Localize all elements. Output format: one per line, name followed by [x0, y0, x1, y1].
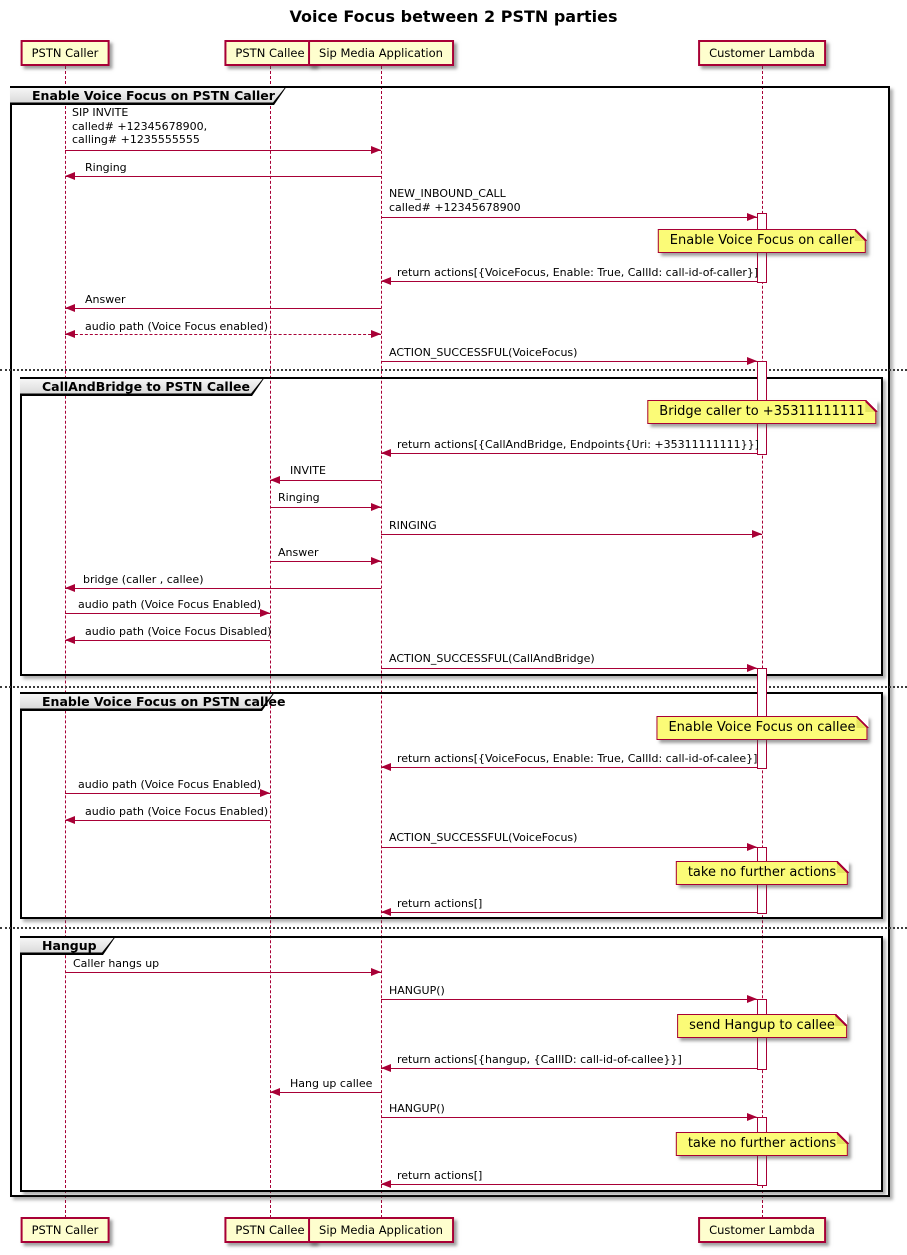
message-line: [65, 334, 381, 335]
frame-tab-label: CallAndBridge to PSTN Callee: [42, 379, 250, 394]
message-line: [381, 999, 757, 1000]
message-line: [381, 847, 757, 848]
message-label: Hang up callee: [290, 1077, 373, 1090]
note-take-no-further-actions-2: [676, 1132, 848, 1156]
arrowhead-right-icon: [371, 557, 381, 565]
frame-tab-enable-voice-focus-callee: [20, 692, 286, 711]
note-text: Enable Voice Focus on callee: [668, 720, 856, 735]
participant-pstn-callee-bottom: PSTN Callee: [224, 1217, 315, 1243]
message-label: return actions[{VoiceFocus, Enable: True, CallId: call-id-of-calee}]: [397, 752, 758, 765]
message-label: bridge (caller , callee): [83, 573, 204, 586]
participant-pstn-caller-bottom: PSTN Caller: [21, 1217, 110, 1243]
frame-tab-hangup: [20, 936, 116, 955]
message-line: [270, 1092, 381, 1093]
message-label: RINGING: [389, 519, 437, 532]
arrowhead-right-icon: [371, 146, 381, 154]
message-line: [270, 507, 381, 508]
arrowhead-left-icon: [65, 172, 75, 180]
message-line: [65, 588, 381, 589]
message-label: return actions[]: [397, 897, 483, 910]
message-line: [65, 820, 270, 821]
message-label: audio path (Voice Focus Enabled): [85, 805, 269, 818]
frame-tab-label: Hangup: [42, 938, 97, 953]
arrowhead-left-icon: [381, 1180, 391, 1188]
arrowhead-left-icon: [65, 584, 75, 592]
message-line: [381, 1184, 757, 1185]
note-fold-icon: [835, 1014, 847, 1026]
note-take-no-further-actions-1: [676, 861, 848, 885]
message-label-line: called# +12345678900: [389, 200, 521, 214]
arrowhead-left-icon: [270, 1088, 280, 1096]
message-label: HANGUP(): [389, 1102, 445, 1115]
message-line: [381, 534, 762, 535]
arrowhead-left-icon: [65, 816, 75, 824]
note-text: take no further actions: [687, 1136, 837, 1151]
arrowhead-right-icon: [747, 843, 757, 851]
note-text: Enable Voice Focus on caller: [669, 233, 855, 248]
arrowhead-left-icon: [381, 449, 391, 457]
note-bridge-caller: [647, 400, 876, 424]
arrowhead-left-icon: [381, 763, 391, 771]
participant-sip-media-application-top: Sip Media Application: [308, 40, 454, 66]
message-label: HANGUP(): [389, 984, 445, 997]
note-fold-icon: [856, 716, 868, 728]
arrowhead-left-icon: [65, 304, 75, 312]
participant-pstn-caller-top: PSTN Caller: [21, 40, 110, 66]
message-label-line: SIP INVITE: [72, 106, 129, 119]
note-text: take no further actions: [687, 865, 837, 880]
arrowhead-right-icon: [260, 789, 270, 797]
participant-customer-lambda-top: Customer Lambda: [698, 40, 826, 66]
message-label: audio path (Voice Focus Enabled): [78, 598, 262, 611]
message-line: [381, 912, 757, 913]
message-line: [381, 668, 757, 669]
message-line: [381, 453, 757, 454]
arrowhead-right-icon: [747, 664, 757, 672]
message-label: Caller hangs up: [73, 957, 160, 970]
arrowhead-right-icon: [747, 1113, 757, 1121]
delay-separator-3: [0, 927, 907, 929]
note-fold-icon: [837, 1132, 849, 1144]
message-line: [65, 150, 381, 151]
participant-customer-lambda-bottom: Customer Lambda: [698, 1217, 826, 1243]
frame-tab-label: Enable Voice Focus on PSTN Caller: [32, 88, 275, 103]
message-line: [65, 176, 381, 177]
message-line: [381, 217, 757, 218]
participant-sip-media-application-bottom: Sip Media Application: [308, 1217, 454, 1243]
frame-tab-enable-voice-focus-caller: [10, 86, 287, 105]
arrowhead-left-icon: [65, 636, 75, 644]
note-text: send Hangup to callee: [689, 1018, 835, 1033]
message-label: Ringing: [278, 491, 320, 504]
message-line: [65, 793, 270, 794]
message-line: [65, 972, 381, 973]
message-line: [65, 640, 270, 641]
arrowhead-right-icon: [752, 530, 762, 538]
arrowhead-left-icon: [270, 476, 280, 484]
message-label: return actions[{hangup, {CallID: call-id-of-callee}}]: [397, 1053, 682, 1066]
message-label: ACTION_SUCCESSFUL(VoiceFocus): [389, 831, 578, 844]
arrowhead-left-icon: [65, 330, 75, 338]
message-label: Answer: [85, 293, 126, 306]
message-label: return actions[]: [397, 1169, 483, 1182]
message-label: ACTION_SUCCESSFUL(VoiceFocus): [389, 346, 578, 359]
message-line: [381, 1068, 757, 1069]
message-line: [381, 767, 757, 768]
delay-separator-2: [0, 686, 907, 688]
message-label: [72, 106, 207, 147]
arrowhead-right-icon: [371, 503, 381, 511]
message-label: return actions[{VoiceFocus, Enable: True, CallId: call-id-of-caller}]: [397, 266, 759, 279]
arrowhead-right-icon: [371, 968, 381, 976]
message-label: audio path (Voice Focus Disabled): [85, 625, 272, 638]
arrowhead-right-icon: [747, 357, 757, 365]
note-fold-icon: [865, 400, 877, 412]
message-label: ACTION_SUCCESSFUL(CallAndBridge): [389, 652, 595, 665]
message-label-line: called# +12345678900,: [72, 119, 208, 133]
message-label-line: NEW_INBOUND_CALL: [389, 187, 506, 200]
message-line: [381, 1117, 757, 1118]
arrowhead-right-icon: [747, 213, 757, 221]
note-fold-icon: [855, 229, 867, 241]
message-line: [381, 281, 757, 282]
message-label: audio path (Voice Focus Enabled): [78, 778, 262, 791]
note-enable-voice-focus-callee: [656, 716, 867, 740]
arrowhead-left-icon: [381, 908, 391, 916]
arrowhead-left-icon: [381, 1064, 391, 1072]
arrowhead-right-icon: [747, 995, 757, 1003]
message-label: [389, 187, 521, 214]
delay-separator-1: [0, 369, 907, 371]
note-enable-voice-focus-caller: [658, 229, 866, 253]
frame-tab-callandbridge: [20, 377, 265, 396]
arrowhead-right-icon: [260, 609, 270, 617]
frame-tab-label: Enable Voice Focus on PSTN callee: [42, 694, 286, 709]
message-label: return actions[{CallAndBridge, Endpoints{Uri: +35311111111}}]: [397, 438, 759, 451]
message-line: [381, 361, 757, 362]
note-fold-icon: [837, 861, 849, 873]
message-label: audio path (Voice Focus enabled): [85, 320, 269, 333]
message-line: [65, 613, 270, 614]
arrowhead-right-icon: [371, 330, 381, 338]
message-label: INVITE: [290, 464, 326, 477]
message-label-line: calling# +1235555555: [72, 133, 200, 146]
message-label: Ringing: [85, 161, 127, 174]
arrowhead-left-icon: [381, 277, 391, 285]
participant-pstn-callee-top: PSTN Callee: [224, 40, 315, 66]
diagram-title: Voice Focus between 2 PSTN parties: [289, 7, 618, 26]
note-send-hangup-to-callee: [677, 1014, 847, 1038]
note-text: Bridge caller to +35311111111: [659, 404, 865, 419]
message-line: [270, 561, 381, 562]
message-label: Answer: [278, 546, 319, 559]
message-line: [270, 480, 381, 481]
message-line: [65, 308, 381, 309]
